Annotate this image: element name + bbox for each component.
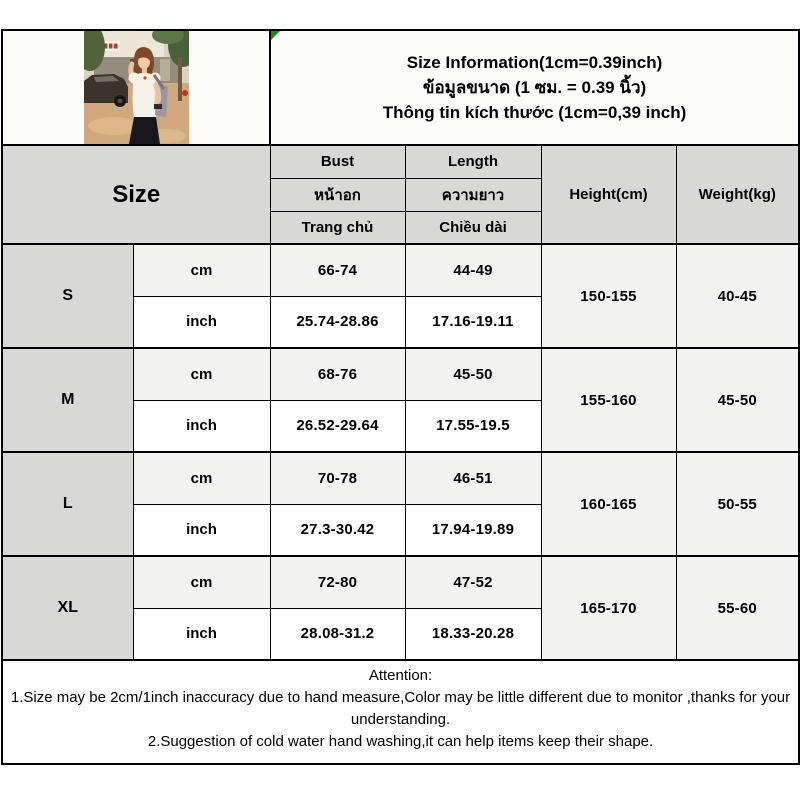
size-xl-label: XL [2, 556, 133, 660]
s-length-cm: 44-49 [405, 244, 541, 296]
size-column-header: Size [2, 145, 270, 244]
bust-header-vi: Trang chủ [270, 211, 405, 244]
s-height: 150-155 [541, 244, 676, 348]
title-vi: Thông tin kích thước (1cm=0,39 inch) [382, 103, 687, 122]
size-chart-sheet [1, 29, 800, 765]
l-length-inch: 17.94-19.89 [405, 504, 541, 556]
length-header-th: ความยาว [405, 178, 541, 211]
xl-height: 165-170 [541, 556, 676, 660]
xl-weight: 55-60 [676, 556, 799, 660]
title-th: ข้อมูลขนาด (1 ซม. = 0.39 นิ้ว) [422, 78, 647, 97]
m-height: 155-160 [541, 348, 676, 452]
m-length-inch: 17.55-19.5 [405, 400, 541, 452]
m-unit-inch: inch [133, 400, 270, 452]
l-height: 160-165 [541, 452, 676, 556]
bust-header-en: Bust [270, 145, 405, 178]
attention-line-2: 2.Suggestion of cold water hand washing,it can help items keep their shape. [147, 733, 654, 750]
m-weight: 45-50 [676, 348, 799, 452]
size-s-label: S [2, 244, 133, 348]
length-header-en: Length [405, 145, 541, 178]
m-bust-inch: 26.52-29.64 [270, 400, 405, 452]
size-info-title-cell [270, 30, 799, 145]
size-m-label: M [2, 348, 133, 452]
weight-column-header: Weight(kg) [676, 145, 799, 244]
model-photo [84, 31, 189, 144]
s-length-inch: 17.16-19.11 [405, 296, 541, 348]
xl-length-cm: 47-52 [405, 556, 541, 608]
height-column-header: Height(cm) [541, 145, 676, 244]
s-unit-cm: cm [133, 244, 270, 296]
l-length-cm: 46-51 [405, 452, 541, 504]
product-photo-cell [2, 30, 270, 145]
m-unit-cm: cm [133, 348, 270, 400]
l-unit-cm: cm [133, 452, 270, 504]
size-l-label: L [2, 452, 133, 556]
l-unit-inch: inch [133, 504, 270, 556]
bust-header-th: หน้าอก [270, 178, 405, 211]
attention-line-1: 1.Size may be 2cm/1inch inaccuracy due to hand measure,Color may be little different due to monitor ,thanks for your [10, 689, 791, 706]
l-bust-cm: 70-78 [270, 452, 405, 504]
attention-heading: Attention: [368, 667, 433, 684]
xl-bust-cm: 72-80 [270, 556, 405, 608]
s-bust-cm: 66-74 [270, 244, 405, 296]
l-weight: 50-55 [676, 452, 799, 556]
l-bust-inch: 27.3-30.42 [270, 504, 405, 556]
cell-flag-triangle-icon [271, 31, 280, 40]
xl-unit-inch: inch [133, 608, 270, 660]
length-header-vi: Chiều dài [405, 211, 541, 244]
xl-bust-inch: 28.08-31.2 [270, 608, 405, 660]
s-bust-inch: 25.74-28.86 [270, 296, 405, 348]
xl-length-inch: 18.33-20.28 [405, 608, 541, 660]
attention-note [2, 660, 799, 764]
m-length-cm: 45-50 [405, 348, 541, 400]
attention-line-1b: understanding. [350, 711, 451, 728]
size-chart-table [1, 29, 800, 765]
xl-unit-cm: cm [133, 556, 270, 608]
m-bust-cm: 68-76 [270, 348, 405, 400]
s-weight: 40-45 [676, 244, 799, 348]
s-unit-inch: inch [133, 296, 270, 348]
title-en: Size Information(1cm=0.39inch) [406, 53, 663, 72]
